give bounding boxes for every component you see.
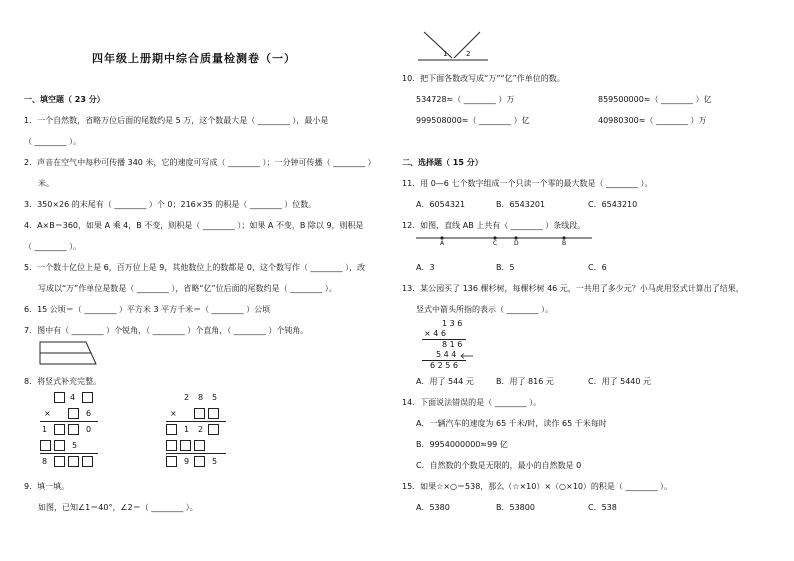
question-8: 8．将竖式补充完整。: [24, 377, 102, 386]
question-14: 14．下面说法错误的是（ ________ ）。: [402, 398, 542, 407]
digit: 5: [212, 457, 218, 466]
option-12-c[interactable]: C．6: [588, 263, 607, 272]
question-12: 12．如图，直线 AB 上共有（ ________ ）条线段。: [402, 221, 586, 230]
blank-box[interactable]: [54, 392, 65, 403]
times-sign: ×: [44, 409, 51, 418]
option-14-a[interactable]: A．一辆汽车的速度为 65 千米/时，读作 65 千米每时: [416, 419, 607, 428]
question-11: 11．用 0—6 七个数字组成一个只读一个零的最大数是（ ________ ）。: [402, 179, 653, 188]
point-label-c: C: [493, 240, 498, 247]
blank-box[interactable]: [166, 440, 177, 451]
option-13-c[interactable]: C．用了 5440 元: [588, 377, 652, 386]
angle-1-label: 1: [443, 50, 448, 58]
option-11-b[interactable]: B．6543201: [496, 200, 546, 209]
question-15: 15．如果☆×○＝538，那么（☆×10）×（○×10）的积是（ ________ ）。: [402, 482, 673, 491]
point-label-a: A: [440, 240, 445, 247]
option-15-c[interactable]: C．538: [588, 503, 617, 512]
digit: 8: [42, 457, 48, 466]
digit: 4: [70, 393, 76, 402]
question-9-cont: 如图，已知∠1＝40°，∠2＝（ ________ ）。: [38, 503, 198, 512]
blank-box[interactable]: [40, 440, 51, 451]
question-13: 13．某公园买了 136 棵杉树，每棵杉树 46 元，一共用了多少元？小马虎用竖式计算出了结果，: [402, 284, 744, 293]
question-10-d: 40980300≈（ ________ ）万: [598, 116, 707, 125]
digit: 0: [86, 425, 92, 434]
calc-line: [166, 421, 226, 422]
question-3: 3．350×26 的末尾有（ ________ ）个 0；216×35 的积是（ ________ ）位数。: [24, 200, 317, 209]
calc-row: 1 3 6: [442, 319, 463, 328]
option-14-c[interactable]: C．自然数的个数是无限的，最小的自然数是 0: [416, 461, 582, 470]
trapezoid-figure: [38, 340, 98, 366]
angle-figure: [418, 28, 498, 64]
blank-box[interactable]: [68, 456, 79, 467]
point-label-b: B: [562, 240, 567, 247]
vertical-calc-b: [166, 392, 228, 472]
blank-box[interactable]: [68, 424, 79, 435]
calc-row: 5 4 4: [436, 350, 457, 359]
option-15-b[interactable]: B．53800: [496, 503, 535, 512]
blank-box[interactable]: [194, 456, 205, 467]
page-title: 四年级上册期中综合质量检测卷（一）: [92, 52, 296, 65]
option-11-a[interactable]: A．6054321: [416, 200, 466, 209]
calc-row: 6 2 5 6: [430, 361, 458, 370]
digit: 1: [184, 425, 190, 434]
blank-box[interactable]: [68, 408, 79, 419]
digit: 2: [198, 425, 204, 434]
calc-line: [40, 453, 98, 454]
vertical-calc-a: [40, 392, 100, 472]
question-6: 6．15 公顷＝（ ________ ）平方米 3 平方千米＝（ ________ ）公顷: [24, 305, 271, 314]
calc-row: 8 1 6: [442, 340, 463, 349]
question-10-a: 534728≈（ ________ ）万: [416, 95, 515, 104]
question-4-cont: （ ________ ）。: [24, 242, 82, 251]
digit: 2: [184, 393, 190, 402]
q13-calculation: [418, 319, 478, 369]
blank-box[interactable]: [180, 440, 191, 451]
blank-box[interactable]: [82, 392, 93, 403]
blank-box[interactable]: [194, 408, 205, 419]
question-1: 1．一个自然数，省略万位后面的尾数约是 5 万，这个数最大是（ ________ ），最小是: [24, 116, 329, 125]
calc-row: × 4 6: [424, 329, 446, 338]
option-12-a[interactable]: A．3: [416, 263, 435, 272]
question-5: 5．一个数十亿位上是 6，百万位上是 9，其他数位上的数都是 0，这个数写作（ ________ ），改: [24, 263, 366, 272]
question-5-cont: 写成以“万”作单位是数是（ ________ ），省略“亿”位后面的尾数约是（ ________ ）。: [38, 284, 337, 293]
blank-box[interactable]: [166, 424, 177, 435]
blank-box[interactable]: [82, 456, 93, 467]
section-fill-heading: 一、填空题（ 23 分）: [24, 95, 105, 104]
question-4: 4．A×B＝360，如果 A 乘 4，B 不变，则积是（ ________ ）；如果 A 不变，B 除以 9，则积是: [24, 221, 364, 230]
angle-2-label: 2: [466, 50, 471, 58]
question-1-cont: （ ________ ）。: [24, 137, 82, 146]
blank-box[interactable]: [54, 424, 65, 435]
calc-line: [166, 453, 226, 454]
option-14-b[interactable]: B．9954000000≈99 亿: [416, 440, 508, 449]
question-7: 7．图中有（ ________ ）个锐角，（ ________ ）个直角，（ ________ ）个钝角。: [24, 326, 309, 335]
arrow-icon: [459, 353, 475, 359]
question-2: 2．声音在空气中每秒可传播 340 米，它的速度可写成（ ________ ）；一分钟可传播（ ________ ）: [24, 158, 376, 167]
blank-box[interactable]: [208, 424, 219, 435]
option-12-b[interactable]: B．5: [496, 263, 515, 272]
times-sign: ×: [170, 409, 177, 418]
question-10: 10．把下面各数改写成“万”“亿”作单位的数。: [402, 74, 565, 83]
blank-box[interactable]: [208, 408, 219, 419]
digit: 5: [212, 393, 218, 402]
calc-line: [40, 421, 98, 422]
blank-box[interactable]: [54, 440, 65, 451]
digit: 1: [42, 425, 48, 434]
question-2-cont: 米。: [38, 179, 54, 188]
blank-box[interactable]: [194, 440, 205, 451]
question-9: 9．填一填。: [24, 482, 70, 491]
blank-box[interactable]: [166, 456, 177, 467]
question-10-c: 999508000≈（ ________ ）亿: [416, 116, 530, 125]
question-10-b: 859500000≈（ ________ ）亿: [598, 95, 712, 104]
option-13-a[interactable]: A．用了 544 元: [416, 377, 474, 386]
blank-box[interactable]: [54, 456, 65, 467]
option-15-a[interactable]: A．5380: [416, 503, 450, 512]
digit: 5: [72, 441, 78, 450]
digit: 8: [198, 393, 204, 402]
option-11-c[interactable]: C．6543210: [588, 200, 638, 209]
section-choice-heading: 二、选择题（ 15 分）: [402, 158, 483, 167]
question-13-cont: 竖式中箭头所指的表示（ ________ ）。: [416, 305, 554, 314]
digit: 6: [86, 409, 92, 418]
option-13-b[interactable]: B．用了 816 元: [496, 377, 554, 386]
digit: 9: [184, 457, 190, 466]
point-label-d: D: [514, 240, 519, 247]
